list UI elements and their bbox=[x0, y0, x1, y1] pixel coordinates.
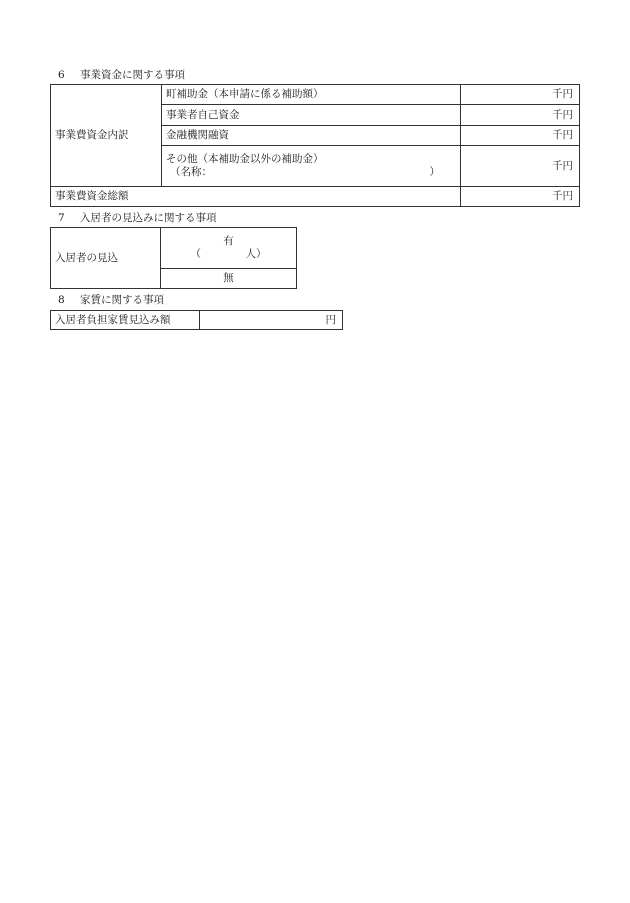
rent-value-cell[interactable]: 円 bbox=[200, 311, 343, 330]
tenant-yes-cell[interactable] bbox=[161, 228, 297, 269]
section7-title: 入居者の見込みに関する事項 bbox=[80, 212, 217, 224]
section7-number: 7 bbox=[58, 212, 65, 224]
row-label-town-subsidy: 町補助金（本申請に係る補助額） bbox=[162, 85, 461, 105]
people-close: 人） bbox=[245, 248, 267, 260]
section8-number: 8 bbox=[58, 294, 65, 306]
section8-title: 家賃に関する事項 bbox=[80, 294, 164, 306]
row-label-bank-loan: 金融機関融資 bbox=[162, 126, 461, 146]
section6-number: 6 bbox=[58, 69, 65, 81]
business-funds-table bbox=[50, 84, 580, 207]
row-label-own-funds: 事業者自己資金 bbox=[162, 105, 461, 126]
town-subsidy-value-cell[interactable]: 千円 bbox=[461, 85, 580, 105]
section8-heading bbox=[58, 293, 164, 307]
total-value-cell[interactable]: 千円 bbox=[461, 187, 580, 207]
tenant-yes: 有 bbox=[223, 235, 234, 247]
total-label: 事業費資金総額 bbox=[51, 187, 461, 207]
table-row bbox=[51, 228, 297, 269]
breakdown-label: 事業費資金内訳 bbox=[51, 85, 162, 187]
row-label-other: その他（本補助金以外の補助金） bbox=[166, 153, 324, 165]
name-open: （名称： bbox=[170, 166, 212, 178]
section7-heading bbox=[58, 211, 217, 225]
name-close: ） bbox=[429, 166, 440, 178]
table-row bbox=[51, 311, 343, 330]
other-subsidy-cell bbox=[162, 146, 461, 187]
tenant-label: 入居者の見込 bbox=[51, 228, 161, 289]
people-open: （ bbox=[190, 248, 201, 260]
bank-loan-value-cell[interactable]: 千円 bbox=[461, 126, 580, 146]
table-row bbox=[51, 187, 580, 207]
tenant-count-field[interactable] bbox=[191, 248, 267, 261]
tenant-expectation-table bbox=[50, 227, 297, 289]
other-value-cell[interactable]: 千円 bbox=[461, 146, 580, 187]
rent-table bbox=[50, 310, 343, 330]
own-funds-value-cell[interactable]: 千円 bbox=[461, 105, 580, 126]
section6-heading bbox=[58, 68, 185, 82]
tenant-no-cell[interactable]: 無 bbox=[161, 269, 297, 289]
other-name-field[interactable] bbox=[166, 166, 440, 179]
table-row bbox=[51, 85, 580, 105]
rent-label: 入居者負担家賃見込み額 bbox=[51, 311, 200, 330]
section6-title: 事業資金に関する事項 bbox=[80, 69, 185, 81]
